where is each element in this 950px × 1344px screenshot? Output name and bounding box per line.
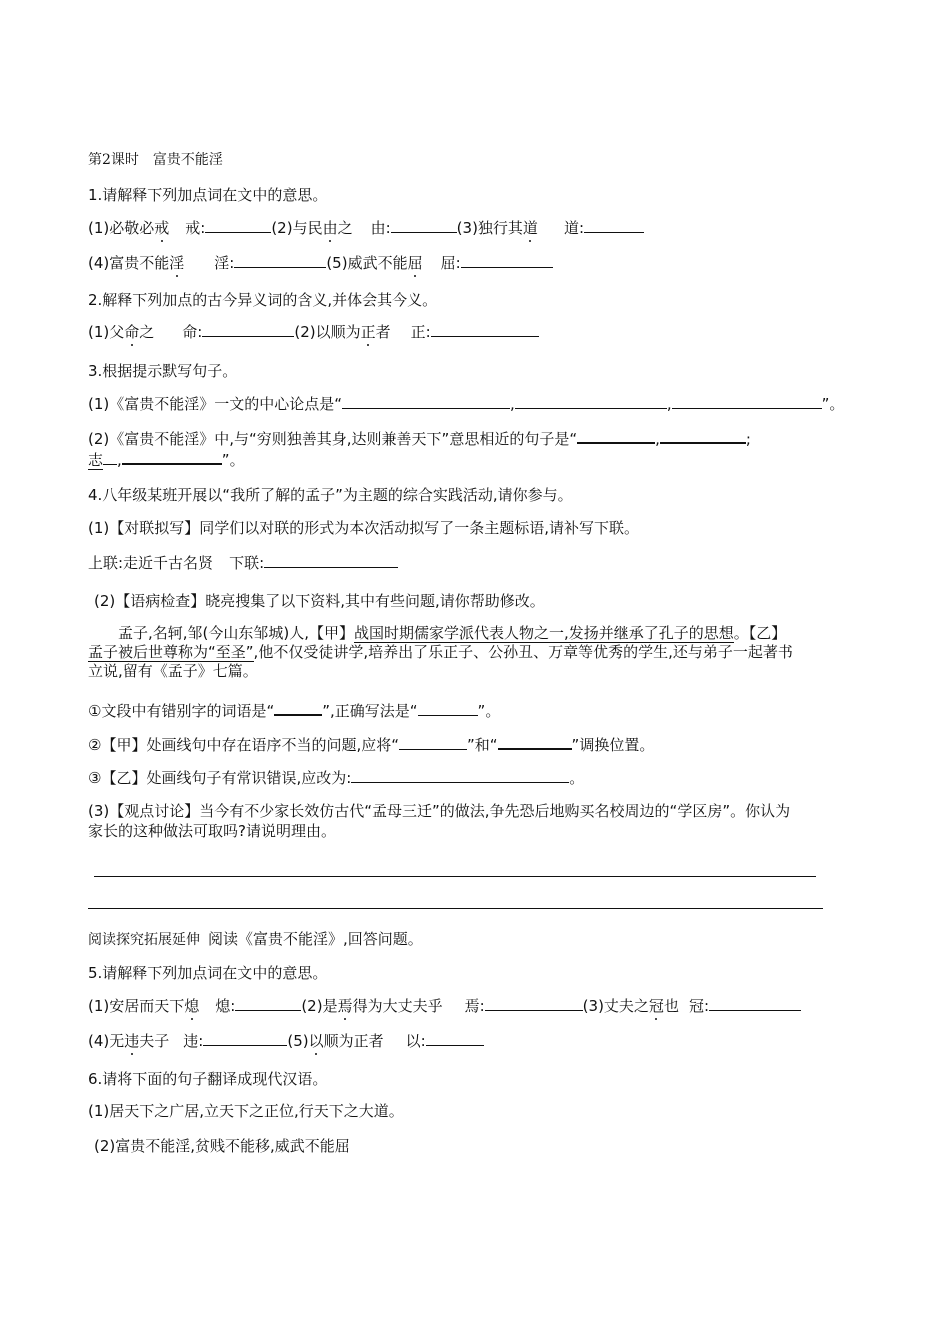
correction-answer[interactable] <box>351 768 569 783</box>
q5-answer-5[interactable] <box>426 1031 484 1046</box>
q4-sub1: ①文段中有错别字的词语是“ ”,正确写法是“ ”。 <box>88 702 501 720</box>
dotted-char: 由 <box>322 219 338 237</box>
q1-row2: (4)富贵不能淫 淫: (5)威武不能屈 屈: <box>88 253 553 273</box>
dotted-char: 屈 <box>407 254 423 272</box>
q4-sub3: ③【乙】处画线句子有常识错误,应改为: 。 <box>88 769 585 787</box>
q5-answer-4[interactable] <box>203 1031 287 1046</box>
q2-answer-2[interactable] <box>431 322 539 337</box>
q3-line1: (1)《富贵不能淫》一文的中心论点是“ , , ”。 <box>88 395 845 413</box>
q6-sentence-1: (1)居天下之广居,立天下之正位,行天下之大道。 <box>88 1102 404 1120</box>
q6-stem: 6.请将下面的句子翻译成现代汉语。 <box>88 1070 328 1088</box>
passage-line-1: 孟子,名轲,邹(今山东邹城)人,【甲】战国时期儒家学派代表人物之一,发扬并继承了孔子的思想。【乙】 <box>118 624 787 642</box>
dotted-char: 违 <box>124 1032 140 1050</box>
q4-part3-line1: (3)【观点讨论】当今有不少家长效仿古代“孟母三迁”的做法,争先恐后地购买名校周边的“学区房”。你认为 <box>88 802 791 820</box>
dotted-char: 淫 <box>169 254 185 272</box>
dotted-char: 熄 <box>184 997 200 1015</box>
q4-part2: (2)【语病检查】晓亮搜集了以下资料,其中有些问题,请你帮助修改。 <box>94 592 545 610</box>
q1-answer-3[interactable] <box>584 218 644 233</box>
q3-answer-5[interactable] <box>660 428 746 444</box>
q1-answer-1[interactable] <box>205 218 271 233</box>
q3-answer-3[interactable] <box>672 394 822 409</box>
q4-part3-line2: 家长的这种做法可取吗?请说明理由。 <box>88 822 336 840</box>
q5-row2: (4)无违夫子 违: (5)以顺为正者 以: <box>88 1031 484 1051</box>
swap-answer-1[interactable] <box>399 735 467 750</box>
q3-stem: 3.根据提示默写句子。 <box>88 362 238 380</box>
q5-stem: 5.请解释下列加点词在文中的意思。 <box>88 964 328 982</box>
q3-line3: 志 , ”。 <box>88 451 245 469</box>
q4-sub2: ②【甲】处画线句中存在语序不当的问题,应将“ ”和“ ”调换位置。 <box>88 736 655 754</box>
q4-couplet: 上联:走近千古名贤 下联: <box>88 553 398 573</box>
q6-sentence-2: (2)富贵不能淫,贫贱不能移,威武不能屈 <box>94 1137 350 1155</box>
q4-part1: (1)【对联拟写】同学们以对联的形式为本次活动拟写了一条主题标语,请补写下联。 <box>88 519 640 537</box>
dotted-char: 命 <box>124 323 140 341</box>
answer-line-1[interactable] <box>94 876 816 877</box>
typo-word-answer[interactable] <box>274 700 322 716</box>
q1-row1: (1)必敬必戒 戒: (2)与民由之 由: (3)独行其道 道: <box>88 218 644 238</box>
q5-answer-3[interactable] <box>709 996 801 1011</box>
section-title: 第2课时 富贵不能淫 <box>88 152 223 168</box>
dotted-char: 以 <box>308 1032 324 1050</box>
dotted-char: 焉 <box>337 997 353 1015</box>
dotted-char: 道 <box>522 219 538 237</box>
q2-stem: 2.解释下列加点的古今异义词的含义,并体会其今义。 <box>88 291 438 309</box>
q4-stem: 4.八年级某班开展以“我所了解的孟子”为主题的综合实践活动,请你参与。 <box>88 486 573 504</box>
q5-row1: (1)安居而天下熄 熄: (2)是焉得为大丈夫乎 焉: (3)丈夫之冠也 冠: <box>88 996 801 1016</box>
passage-line-3: 立说,留有《孟子》七篇。 <box>88 662 258 680</box>
q2-row1: (1)父命之 命: (2)以顺为正者 正: <box>88 322 539 342</box>
correct-word-answer[interactable] <box>418 701 478 716</box>
answer-line-2[interactable] <box>88 908 823 909</box>
q3-answer-1[interactable] <box>342 394 510 409</box>
q3-answer-2[interactable] <box>515 394 667 409</box>
q5-answer-2[interactable] <box>485 996 583 1011</box>
swap-answer-2[interactable] <box>498 734 572 750</box>
couplet-answer[interactable] <box>264 553 398 568</box>
reading-header: 阅读探究拓展延伸 阅读《富贵不能淫》,回答问题。 <box>88 930 423 948</box>
q3-line2: (2)《富贵不能淫》中,与“穷则独善其身,达则兼善天下”意思相近的句子是“ , ; <box>88 430 751 448</box>
dotted-char: 戒 <box>154 219 170 237</box>
q1-answer-2[interactable] <box>391 218 457 233</box>
q2-answer-1[interactable] <box>202 322 294 337</box>
q3-answer-4[interactable] <box>577 428 655 444</box>
q3-answer-6[interactable] <box>122 449 222 465</box>
q1-stem: 1.请解释下列加点词在文中的意思。 <box>88 186 328 204</box>
q1-answer-5[interactable] <box>461 253 553 268</box>
passage-line-2: 孟子被后世尊称为“至圣”,他不仅受徒讲学,培养出了乐正子、公孙丑、万章等优秀的学生,还与弟子一起著书 <box>88 643 793 661</box>
q1-answer-4[interactable] <box>234 253 326 268</box>
q5-answer-1[interactable] <box>235 996 301 1011</box>
dotted-char: 正 <box>360 323 376 341</box>
dotted-char: 冠 <box>648 997 664 1015</box>
